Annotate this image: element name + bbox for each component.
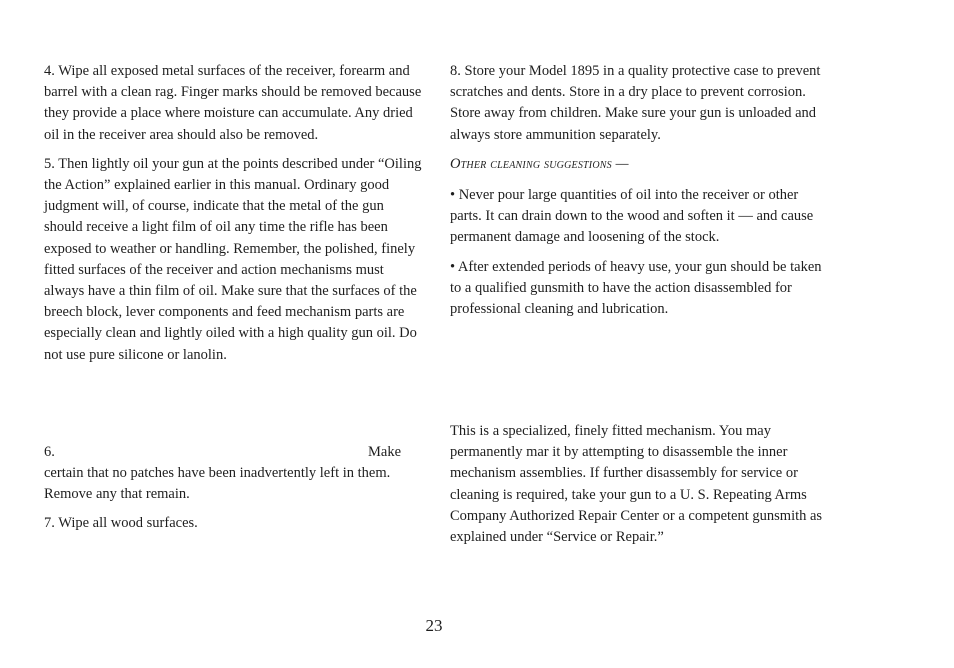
paragraph-step-6: certain that no patches have been inadvertently left in them. Remove any that remain.: [44, 465, 391, 503]
right-column: [450, 61, 830, 328]
paragraph-step-4: 4. Wipe all exposed metal surfaces of the receiver, forearm and barrel with a clean rag. Finger marks should be removed because they provide a place where moisture can accumulate. Any dried oil in the receiver area should also be removed.: [44, 63, 422, 143]
paragraph-step-8: 8. Store your Model 1895 in a quality protective case to prevent scratches and dents. Store in a dry place to prevent corrosion. Store away from children. Make sure your gun is unloaded and always store ammunition separately.: [450, 63, 821, 143]
section-heading-cleaning-suggestions: Other cleaning suggestions —: [450, 155, 629, 172]
left-column: [44, 61, 424, 374]
paragraph-step-5: 5. Then lightly oil your gun at the points described under “Oiling the Action” explained earlier in this manual. Ordinary good judgment will, of course, indicate that the metal of the gun should receive a light film of oil any time the rifle has been exposed to weather or handling. Remember, the polished, finely fitted surfaces of the receiver and action mechanisms must always have a thin film of oil. Make sure that the surfaces of the breech block, lever components and feed mechanism parts are especially clean and lightly oiled with a high quality gun oil. Do not use pure silicone or lanolin.: [44, 155, 422, 363]
step-6-make: Make: [368, 444, 402, 460]
bullet-oil-warning: • Never pour large quantities of oil into the receiver or other parts. It can drain down to the wood and soften it — and cause permanent damage and loosening of the stock.: [450, 187, 814, 246]
page-number: 23: [425, 616, 443, 635]
step-6-number: 6.: [44, 444, 55, 460]
paragraph-step-7: 7. Wipe all wood surfaces.: [44, 515, 198, 531]
bullet-gunsmith: • After extended periods of heavy use, your gun should be taken to a qualified gunsmith to have the action disassembled for professional cleaning and lubrication.: [450, 258, 822, 318]
paragraph-mechanism-warning: This is a specialized, finely fitted mechanism. You may permanently mar it by attempting to disassemble the inner mechanism assemblies. If further disassembly for service or cleaning is required, take your gun to a U. S. Repeating Arms Company Authorized Repair Center or a competent gunsmith as explained under “Service or Repair.”: [450, 423, 823, 546]
